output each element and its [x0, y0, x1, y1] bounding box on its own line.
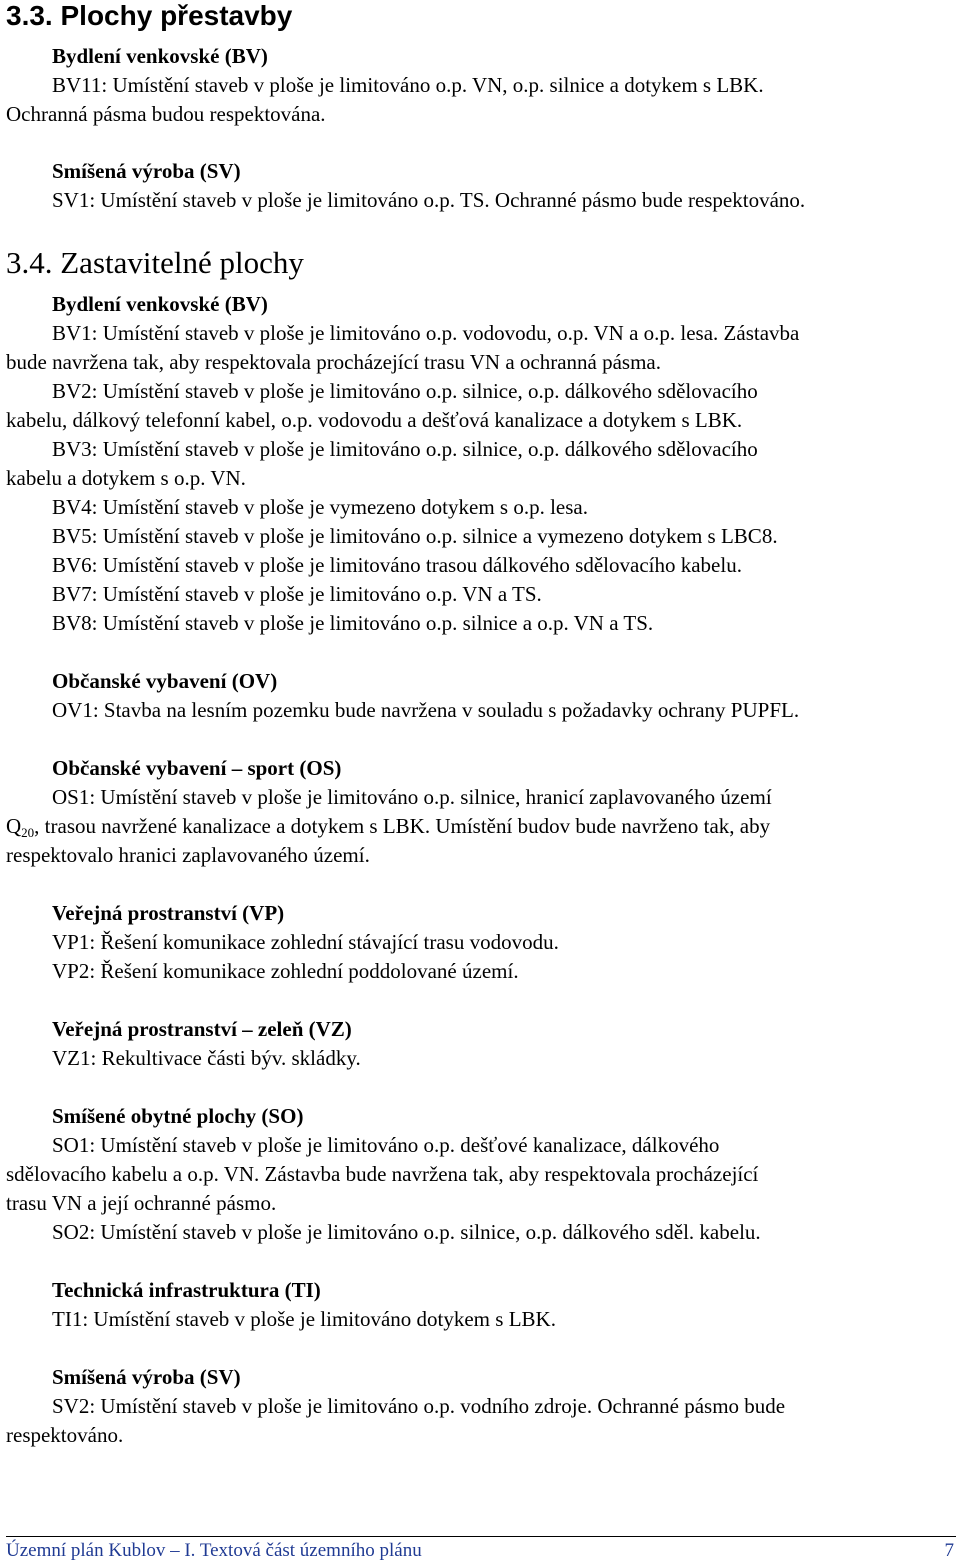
text-vz1: VZ1: Rekultivace části býv. skládky.	[52, 1046, 361, 1070]
heading-3-4: 3.4. Zastavitelné plochy	[6, 245, 304, 280]
q-symbol: Q	[6, 814, 22, 838]
text-bv2-cont: kabelu, dálkový telefonní kabel, o.p. vodovodu a dešťová kanalizace a dotykem s LBK.	[6, 408, 743, 432]
text-bv4: BV4: Umístění staveb v ploše je vymezeno dotykem s o.p. lesa.	[52, 495, 588, 519]
category-bv-34: Bydlení venkovské (BV)	[52, 292, 268, 316]
footer-divider	[6, 1536, 956, 1537]
category-sv-33: Smíšená výroba (SV)	[52, 159, 241, 183]
q-subscript: 20	[21, 825, 35, 840]
text-sv2: SV2: Umístění staveb v ploše je limitováno o.p. vodního zdroje. Ochranné pásmo bude	[52, 1394, 786, 1418]
footer-title: Územní plán Kublov – I. Textová část územního plánu	[6, 1540, 422, 1561]
text-sv1: SV1: Umístění staveb v ploše je limitováno o.p. TS. Ochranné pásmo bude respektováno.	[52, 188, 806, 212]
page-number: 7	[944, 1540, 954, 1561]
text-bv6: BV6: Umístění staveb v ploše je limitováno trasou dálkového sdělovacího kabelu.	[52, 553, 742, 577]
category-so: Smíšené obytné plochy (SO)	[52, 1104, 304, 1128]
text-bv3-cont: kabelu a dotykem s o.p. VN.	[6, 466, 246, 490]
text-vp1: VP1: Řešení komunikace zohlední stávající trasu vodovodu.	[52, 930, 559, 954]
category-bv-33: Bydlení venkovské (BV)	[52, 44, 268, 68]
text-os1-cont2: respektovalo hranici zaplavovaného území.	[6, 843, 370, 867]
text-vp2: VP2: Řešení komunikace zohlední poddolované území.	[52, 959, 519, 983]
text-bv5: BV5: Umístění staveb v ploše je limitováno o.p. silnice a vymezeno dotykem s LBC8.	[52, 524, 778, 548]
text-so1-cont2: trasu VN a její ochranné pásmo.	[6, 1191, 277, 1215]
heading-3-3: 3.3. Plochy přestavby	[6, 0, 293, 31]
text-bv1-cont: bude navržena tak, aby respektovala procházející trasu VN a ochranná pásma.	[6, 350, 661, 374]
category-ov: Občanské vybavení (OV)	[52, 669, 278, 693]
text-sv2-cont: respektováno.	[6, 1423, 124, 1447]
text-ti1: TI1: Umístění staveb v ploše je limitováno dotykem s LBK.	[52, 1307, 556, 1331]
text-os1-cont-rest: , trasou navržené kanalizace a dotykem s LBK. Umístění budov bude navrženo tak, aby	[34, 814, 771, 838]
text-bv11: BV11: Umístění staveb v ploše je limitováno o.p. VN, o.p. silnice a dotykem s LBK.	[52, 73, 764, 97]
text-bv3: BV3: Umístění staveb v ploše je limitováno o.p. silnice, o.p. dálkového sdělovacího	[52, 437, 758, 461]
category-vp: Veřejná prostranství (VP)	[52, 901, 285, 925]
text-so1-cont: sdělovacího kabelu a o.p. VN. Zástavba bude navržena tak, aby respektovala procházející	[6, 1162, 759, 1186]
category-ti: Technická infrastruktura (TI)	[52, 1278, 321, 1302]
text-os1-cont	[6, 814, 770, 845]
category-sv-34: Smíšená výroba (SV)	[52, 1365, 241, 1389]
text-bv11-cont: Ochranná pásma budou respektována.	[6, 102, 326, 126]
text-bv7: BV7: Umístění staveb v ploše je limitováno o.p. VN a TS.	[52, 582, 542, 606]
text-so2: SO2: Umístění staveb v ploše je limitováno o.p. silnice, o.p. dálkového sděl. kabelu.	[52, 1220, 761, 1244]
category-os: Občanské vybavení – sport (OS)	[52, 756, 342, 780]
text-bv8: BV8: Umístění staveb v ploše je limitováno o.p. silnice a o.p. VN a TS.	[52, 611, 654, 635]
text-bv1: BV1: Umístění staveb v ploše je limitováno o.p. vodovodu, o.p. VN a o.p. lesa. Zástavba	[52, 321, 800, 345]
text-ov1: OV1: Stavba na lesním pozemku bude navržena v souladu s požadavky ochrany PUPFL.	[52, 698, 800, 722]
text-bv2: BV2: Umístění staveb v ploše je limitováno o.p. silnice, o.p. dálkového sdělovacího	[52, 379, 758, 403]
text-so1: SO1: Umístění staveb v ploše je limitováno o.p. dešťové kanalizace, dálkového	[52, 1133, 720, 1157]
text-os1: OS1: Umístění staveb v ploše je limitováno o.p. silnice, hranicí zaplavovaného území	[52, 785, 772, 809]
category-vz: Veřejná prostranství – zeleň (VZ)	[52, 1017, 352, 1041]
